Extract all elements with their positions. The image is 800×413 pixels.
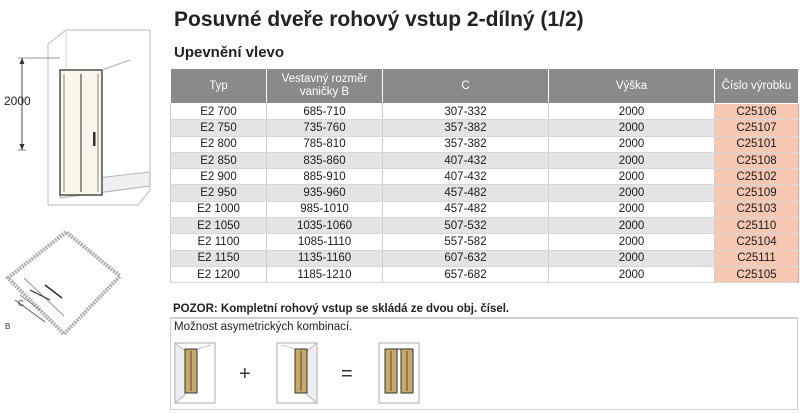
height-cell: 2000 (549, 250, 715, 266)
tray-size-cell: 1135-1160 (267, 250, 383, 266)
combined-corner-icon (379, 343, 419, 403)
product-number-cell: C25102 (715, 169, 799, 185)
type-cell: E2 1100 (171, 234, 267, 250)
table-row (171, 266, 799, 282)
table-row (171, 120, 799, 136)
note-text: Možnost asymetrických kombinací. (174, 321, 353, 333)
product-number-cell: C25110 (715, 218, 799, 234)
product-number-cell: C25106 (715, 104, 799, 120)
tray-size-cell: 1085-1110 (267, 234, 383, 250)
height-dimension-label: 2000 (4, 94, 31, 108)
tray-size-cell: 935-960 (267, 185, 383, 201)
c-cell: 507-532 (383, 218, 549, 234)
header-type: Typ (171, 69, 267, 104)
product-table (170, 68, 799, 283)
type-cell: E2 850 (171, 152, 267, 168)
combination-diagram (171, 337, 797, 409)
tray-size-cell: 1185-1210 (267, 266, 383, 282)
height-cell: 2000 (549, 266, 715, 282)
plan-label-b: B (5, 322, 11, 331)
height-cell: 2000 (549, 185, 715, 201)
table-row (171, 169, 799, 185)
c-cell: 357-382 (383, 120, 549, 136)
type-cell: E2 950 (171, 185, 267, 201)
table-row (171, 250, 799, 266)
table-header-row (171, 69, 799, 104)
equals-sign: = (341, 363, 353, 385)
type-cell: E2 1050 (171, 218, 267, 234)
page-subtitle: Upevnění vlevo (174, 44, 285, 61)
header-tray-size: Vestavný rozměr vaničky B (267, 69, 383, 104)
tray-size-cell: 885-910 (267, 169, 383, 185)
table-row (171, 152, 799, 168)
c-cell: 607-632 (383, 250, 549, 266)
height-cell: 2000 (549, 201, 715, 217)
product-number-cell: C25105 (715, 266, 799, 282)
type-cell: E2 700 (171, 104, 267, 120)
type-cell: E2 1000 (171, 201, 267, 217)
c-cell: 457-482 (383, 201, 549, 217)
table-row (171, 136, 799, 152)
plan-label-c: C (18, 299, 24, 308)
tray-size-cell: 835-860 (267, 152, 383, 168)
c-cell: 457-482 (383, 185, 549, 201)
plus-sign: + (239, 363, 251, 385)
height-cell: 2000 (549, 152, 715, 168)
c-cell: 407-432 (383, 152, 549, 168)
type-cell: E2 1200 (171, 266, 267, 282)
height-cell: 2000 (549, 120, 715, 136)
type-cell: E2 800 (171, 136, 267, 152)
c-cell: 657-682 (383, 266, 549, 282)
page-title: Posuvné dveře rohový vstup 2-dílný (1/2) (174, 8, 584, 31)
product-number-cell: C25111 (715, 250, 799, 266)
right-panel-icon (277, 343, 317, 403)
shower-plan-drawing (0, 0, 170, 345)
combination-box (170, 318, 798, 410)
tray-size-cell: 735-760 (267, 120, 383, 136)
product-number-cell: C25107 (715, 120, 799, 136)
c-cell: 307-332 (383, 104, 549, 120)
table-row (171, 201, 799, 217)
product-number-cell: C25109 (715, 185, 799, 201)
warning-text: POZOR: Kompletní rohový vstup se skládá ze dvou obj. čísel. (170, 301, 798, 318)
type-cell: E2 750 (171, 120, 267, 136)
header-product-number: Číslo výrobku (715, 69, 799, 104)
height-cell: 2000 (549, 104, 715, 120)
tray-size-cell: 1035-1060 (267, 218, 383, 234)
type-cell: E2 1150 (171, 250, 267, 266)
height-cell: 2000 (549, 169, 715, 185)
product-number-cell: C25103 (715, 201, 799, 217)
height-cell: 2000 (549, 136, 715, 152)
left-panel-icon (175, 343, 215, 403)
tray-size-cell: 785-810 (267, 136, 383, 152)
header-height: Výška (549, 69, 715, 104)
height-cell: 2000 (549, 218, 715, 234)
table-row (171, 185, 799, 201)
c-cell: 557-582 (383, 234, 549, 250)
table-row (171, 104, 799, 120)
product-number-cell: C25101 (715, 136, 799, 152)
type-cell: E2 900 (171, 169, 267, 185)
product-number-cell: C25108 (715, 152, 799, 168)
c-cell: 407-432 (383, 169, 549, 185)
header-c: C (383, 69, 549, 104)
product-number-cell: C25104 (715, 234, 799, 250)
table-row (171, 218, 799, 234)
tray-size-cell: 985-1010 (267, 201, 383, 217)
height-cell: 2000 (549, 234, 715, 250)
tray-size-cell: 685-710 (267, 104, 383, 120)
c-cell: 357-382 (383, 136, 549, 152)
table-row (171, 234, 799, 250)
